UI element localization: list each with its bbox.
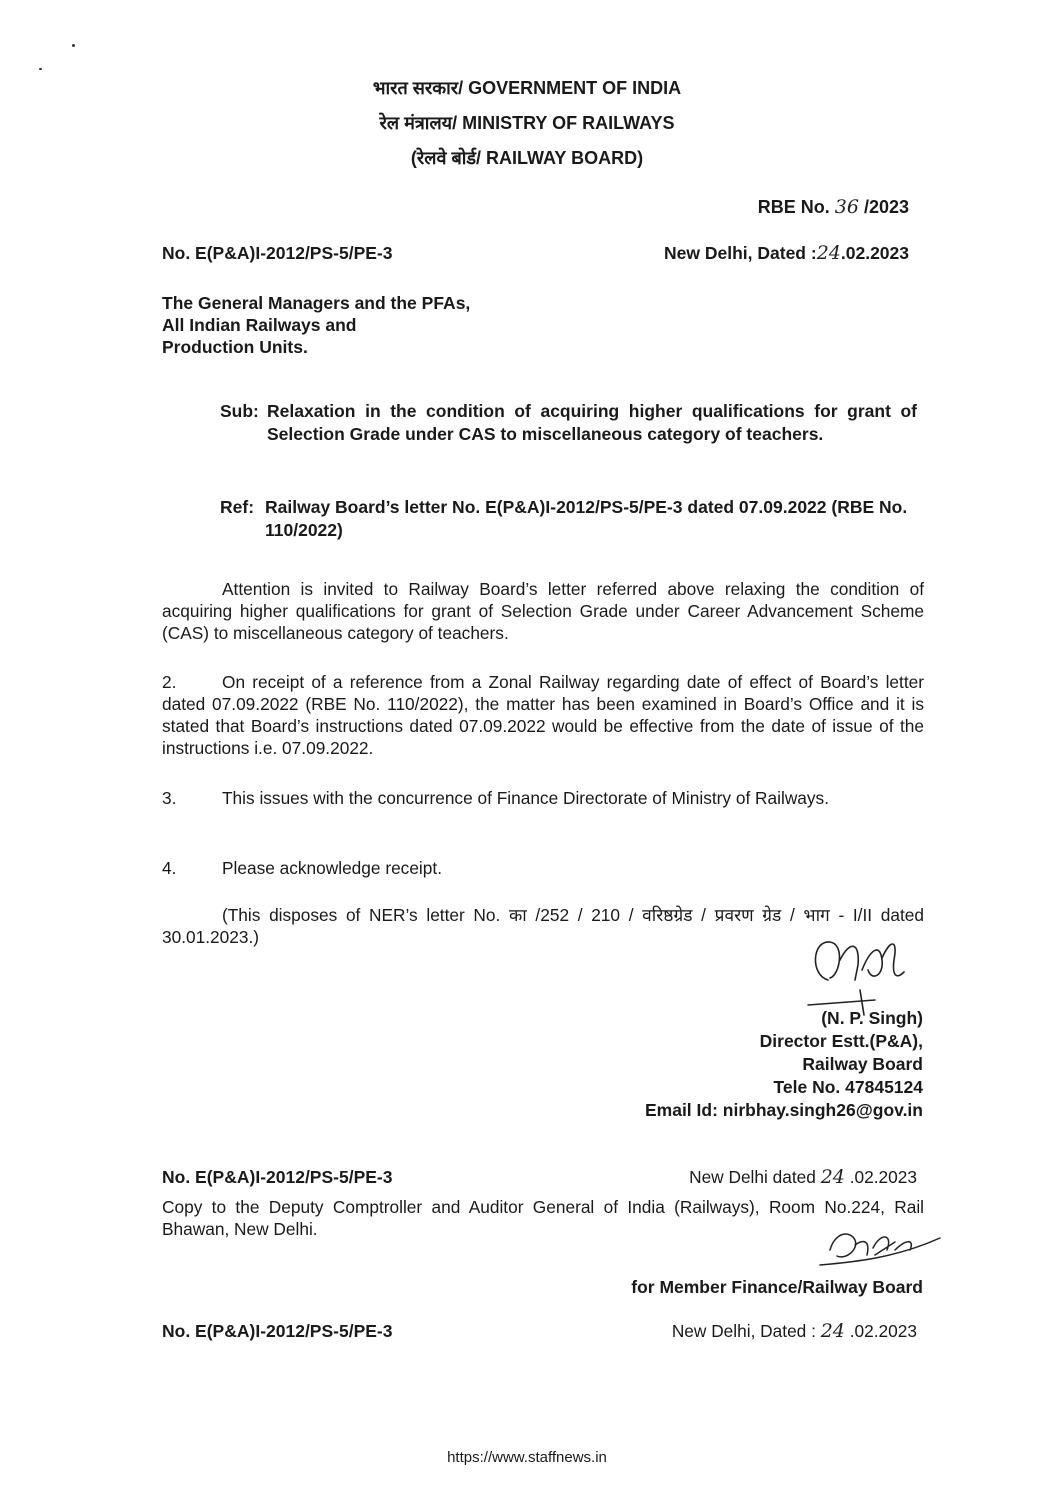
paragraph-2: 2. On receipt of a reference from a Zonal Railway regarding date of effect of Board’s letter dated 07.09.2022 (RBE No. 110/2022), the matter has been examined in Board’s Office and it is stated that Board’s instructions dated 07.09.2022 would be effective from the date of issue of the instructions i.e. 07.09.2022. bbox=[162, 672, 924, 758]
signature-finance bbox=[815, 1220, 945, 1280]
signatory-designation: Director Estt.(P&A), bbox=[759, 1031, 923, 1051]
footer-url[interactable]: https://www.staffnews.in bbox=[447, 1449, 607, 1466]
paragraph-4: 4. Please acknowledge receipt. bbox=[162, 858, 442, 878]
letter-ref-no: No. E(P&A)I-2012/PS-5/PE-3 bbox=[162, 243, 393, 263]
addressee: The General Managers and the PFAs, All Indian Railways and Production Units. bbox=[162, 293, 471, 357]
letter-date: New Delhi, Dated :24.02.2023 bbox=[664, 242, 909, 264]
email-link[interactable]: nirbhay.singh26@gov.in bbox=[722, 1100, 923, 1120]
date-handwritten-day: 24 bbox=[816, 242, 841, 264]
reference-text: Railway Board’s letter No. E(P&A)I-2012/PS-5/PE-3 dated 07.09.2022 (RBE No. 110/2022) bbox=[265, 497, 908, 540]
paragraph-3: 3. This issues with the concurrence of Finance Directorate of Ministry of Railways. bbox=[162, 788, 829, 808]
header-government: भारत सरकार/ GOVERNMENT OF INDIA bbox=[372, 78, 682, 98]
scan-speck bbox=[39, 68, 42, 70]
signature-director bbox=[800, 920, 920, 1020]
copy1-ref-no: No. E(P&A)I-2012/PS-5/PE-3 bbox=[162, 1167, 393, 1187]
scan-speck bbox=[72, 44, 75, 47]
signatory-email: Email Id: nirbhay.singh26@gov.in bbox=[644, 1100, 923, 1120]
copy2-ref-no: No. E(P&A)I-2012/PS-5/PE-3 bbox=[162, 1321, 393, 1341]
signatory-tele: Tele No. 47845124 bbox=[773, 1077, 923, 1097]
rbe-number: RBE No. 36 /2023 bbox=[757, 196, 909, 218]
header-ministry: रेल मंत्रालय/ MINISTRY OF RAILWAYS bbox=[379, 113, 675, 133]
copy1-text: Copy to the Deputy Comptroller and Auditor General of India (Railways), Room No.224, Rail Bhawan, New Delhi. bbox=[162, 1197, 924, 1239]
subject-text: Relaxation in the condition of acquiring higher qualifications for grant of Selection Grade under CAS to miscellaneous category of teachers. bbox=[267, 401, 917, 444]
signatory-name: (N. P. Singh) bbox=[821, 1008, 923, 1028]
reference-label: Ref: bbox=[220, 497, 255, 517]
copy1-date: New Delhi dated 24 .02.2023 bbox=[689, 1166, 917, 1188]
signatory-office: Railway Board bbox=[802, 1054, 923, 1074]
signatory-block bbox=[645, 1007, 923, 1122]
header-board: (रेलवे बोर्ड/ RAILWAY BOARD) bbox=[410, 148, 644, 168]
paragraph-1: Attention is invited to Railway Board’s letter referred above relaxing the condition of acquiring higher qualifications for grant of Selection Grade under Career Advancement Scheme (CAS) to miscellaneous category of teachers. bbox=[162, 579, 924, 643]
subject-label: Sub: bbox=[220, 401, 259, 421]
copy1-signoff: for Member Finance/Railway Board bbox=[631, 1277, 923, 1297]
paragraph-5: (This disposes of NER’s letter No. का /252 / 210 / वरिष्ठग्रेड / प्रवरण ग्रेड / भाग - I/II dated 30.01.2023.) bbox=[162, 905, 924, 947]
copy2-date: New Delhi, Dated : 24 .02.2023 bbox=[671, 1320, 917, 1342]
rbe-handwritten-number: 36 bbox=[834, 196, 859, 218]
